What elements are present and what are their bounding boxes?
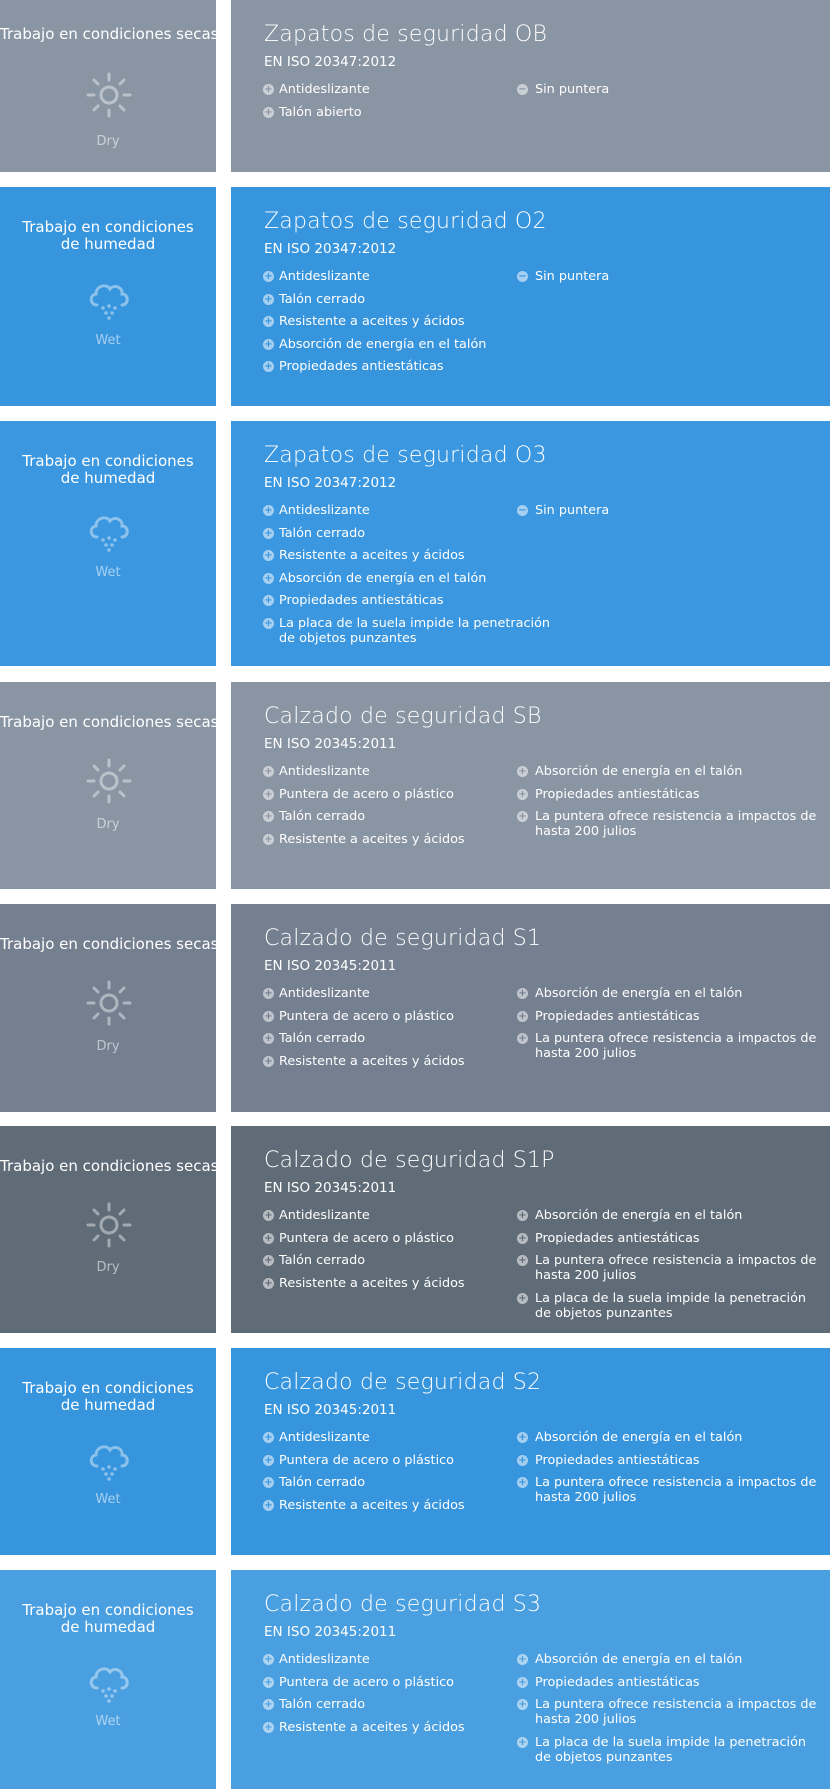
plus-icon: + bbox=[264, 1721, 273, 1733]
product-title: Zapatos de seguridad OB bbox=[264, 22, 548, 47]
standard-label: EN ISO 20345:2011 bbox=[264, 958, 397, 974]
feature-item: + Puntera de acero o plástico bbox=[264, 1674, 454, 1690]
plus-icon: + bbox=[264, 833, 273, 845]
feature-item: + Absorción de energía en el talón bbox=[264, 570, 487, 586]
feature-item: + Puntera de acero o plástico bbox=[264, 1452, 454, 1468]
rain-cloud-icon bbox=[86, 275, 132, 321]
feature-item: + Talón cerrado bbox=[264, 809, 366, 824]
feature-item: + La placa de la suela impide la penetración de objetos punzantes bbox=[518, 1734, 807, 1765]
plus-icon: + bbox=[518, 1033, 527, 1044]
feature-item: + Resistente a aceites y ácidos bbox=[264, 1053, 465, 1069]
weather-label: Dry bbox=[96, 134, 120, 149]
plus-icon: + bbox=[518, 811, 527, 822]
feature-item: + Resistente a aceites y ácidos bbox=[264, 314, 465, 329]
product-panel bbox=[231, 1570, 830, 1789]
sun-icon bbox=[86, 758, 132, 804]
feature-list bbox=[263, 269, 503, 382]
feature-item: + La placa de la suela impide la penetración de objetos punzantes bbox=[518, 1290, 807, 1321]
plus-icon: + bbox=[264, 1676, 273, 1688]
feature-item: + Propiedades antiestáticas bbox=[518, 1452, 700, 1468]
sun-icon bbox=[86, 1202, 132, 1248]
plus-icon: + bbox=[518, 1736, 527, 1748]
plus-icon: + bbox=[518, 1477, 527, 1488]
standard-label: EN ISO 20345:2011 bbox=[264, 736, 397, 752]
plus-icon: + bbox=[264, 84, 273, 95]
feature-item: − Sin puntera bbox=[518, 82, 610, 97]
feature-item: + Absorción de energía en el talón bbox=[518, 1208, 743, 1223]
feature-item: + La puntera ofrece resistencia a impactos de hasta 200 julios bbox=[518, 1031, 817, 1061]
weather-label: Wet bbox=[95, 1492, 121, 1507]
weather-label: Dry bbox=[96, 1260, 120, 1275]
feature-list bbox=[263, 986, 503, 1076]
feature-list bbox=[517, 82, 817, 105]
feature-item: + La puntera ofrece resistencia a impactos de hasta 200 julios bbox=[518, 1697, 817, 1727]
plus-icon: + bbox=[518, 1699, 527, 1710]
standard-label: EN ISO 20347:2012 bbox=[264, 475, 397, 491]
condition-panel bbox=[0, 682, 219, 889]
condition-text: Trabajo en condiciones de humedad bbox=[22, 218, 194, 253]
plus-icon: + bbox=[264, 811, 273, 822]
condition-panel bbox=[0, 1126, 219, 1333]
feature-item: + Absorción de energía en el talón bbox=[518, 1652, 743, 1667]
sun-icon bbox=[86, 72, 132, 118]
product-panel bbox=[231, 1126, 830, 1333]
feature-list bbox=[263, 1430, 503, 1520]
standard-label: EN ISO 20345:2011 bbox=[264, 1624, 397, 1640]
plus-icon: + bbox=[264, 106, 273, 118]
plus-icon: + bbox=[264, 1277, 273, 1289]
feature-item: + Talón cerrado bbox=[264, 1031, 366, 1046]
plus-icon: + bbox=[264, 361, 273, 372]
rain-cloud-icon bbox=[86, 1658, 132, 1704]
plus-icon: + bbox=[518, 766, 527, 777]
feature-item: + Absorción de energía en el talón bbox=[518, 986, 743, 1001]
plus-icon: + bbox=[264, 1033, 273, 1044]
plus-icon: + bbox=[264, 271, 273, 282]
plus-icon: + bbox=[264, 316, 273, 327]
feature-item: + Puntera de acero o plástico bbox=[264, 1008, 454, 1024]
feature-item: + Propiedades antiestáticas bbox=[264, 359, 444, 374]
condition-panel bbox=[0, 0, 219, 172]
feature-item: + Resistente a aceites y ácidos bbox=[264, 1719, 465, 1735]
plus-icon: + bbox=[264, 505, 273, 516]
feature-list bbox=[263, 1208, 503, 1298]
plus-icon: + bbox=[264, 572, 273, 584]
feature-item: + Antideslizante bbox=[264, 269, 370, 284]
condition-text: Trabajo en condiciones secas bbox=[0, 1157, 219, 1175]
standard-label: EN ISO 20347:2012 bbox=[264, 241, 397, 257]
feature-item: + Antideslizante bbox=[264, 82, 370, 97]
plus-icon: + bbox=[264, 1232, 273, 1244]
feature-item: + Antideslizante bbox=[264, 1430, 370, 1445]
weather-label: Wet bbox=[95, 565, 121, 580]
plus-icon: + bbox=[264, 1432, 273, 1443]
feature-item: + Propiedades antiestáticas bbox=[264, 593, 444, 608]
feature-item: − Sin puntera bbox=[518, 269, 610, 284]
product-title: Calzado de seguridad S3 bbox=[264, 1592, 542, 1617]
feature-item: + Talón cerrado bbox=[264, 291, 366, 307]
plus-icon: + bbox=[518, 1232, 527, 1244]
product-panel bbox=[231, 682, 830, 889]
plus-icon: + bbox=[518, 1676, 527, 1688]
standard-label: EN ISO 20347:2012 bbox=[264, 54, 397, 70]
condition-panel bbox=[0, 1348, 216, 1555]
feature-item: + Antideslizante bbox=[264, 1208, 370, 1223]
plus-icon: + bbox=[264, 1654, 273, 1665]
footwear-row-s2 bbox=[0, 1348, 830, 1555]
footwear-row-s1 bbox=[0, 904, 830, 1112]
footwear-row-o3 bbox=[0, 421, 830, 666]
plus-icon: + bbox=[264, 1499, 273, 1511]
footwear-row-ob bbox=[0, 0, 830, 172]
plus-icon: + bbox=[264, 617, 273, 629]
condition-text: Trabajo en condiciones de humedad bbox=[22, 1379, 194, 1414]
feature-item: + Resistente a aceites y ácidos bbox=[264, 1497, 465, 1513]
feature-item: + La placa de la suela impide la penetración de objetos punzantes bbox=[264, 615, 551, 646]
feature-item: + Talón abierto bbox=[264, 104, 362, 120]
plus-icon: + bbox=[264, 527, 273, 539]
feature-list bbox=[517, 1652, 817, 1772]
product-title: Zapatos de seguridad O3 bbox=[264, 443, 547, 468]
product-panel bbox=[231, 1348, 830, 1555]
plus-icon: + bbox=[518, 1210, 527, 1221]
feature-item: − Sin puntera bbox=[518, 503, 610, 518]
plus-icon: + bbox=[518, 1454, 527, 1466]
footwear-row-o2 bbox=[0, 187, 830, 406]
feature-item: + Absorción de energía en el talón bbox=[518, 764, 743, 779]
feature-item: + Resistente a aceites y ácidos bbox=[264, 548, 465, 563]
weather-label: Dry bbox=[96, 1039, 120, 1054]
plus-icon: + bbox=[264, 338, 273, 350]
condition-text: Trabajo en condiciones secas bbox=[0, 713, 219, 731]
plus-icon: + bbox=[264, 550, 273, 561]
feature-item: + Resistente a aceites y ácidos bbox=[264, 831, 465, 847]
feature-item: + La puntera ofrece resistencia a impactos de hasta 200 julios bbox=[518, 809, 817, 839]
minus-icon: − bbox=[518, 84, 527, 95]
feature-item: + Talón cerrado bbox=[264, 1697, 366, 1712]
feature-item: + Absorción de energía en el talón bbox=[518, 1430, 743, 1445]
feature-item: + La puntera ofrece resistencia a impactos de hasta 200 julios bbox=[518, 1475, 817, 1505]
feature-list bbox=[517, 1208, 817, 1328]
standard-label: EN ISO 20345:2011 bbox=[264, 1180, 397, 1196]
feature-list bbox=[263, 1652, 503, 1742]
plus-icon: + bbox=[264, 1477, 273, 1488]
feature-list bbox=[517, 764, 817, 847]
product-title: Calzado de seguridad S1 bbox=[264, 926, 542, 951]
feature-item: + Puntera de acero o plástico bbox=[264, 1230, 454, 1246]
plus-icon: + bbox=[518, 1292, 527, 1304]
plus-icon: + bbox=[264, 1255, 273, 1266]
plus-icon: + bbox=[264, 1454, 273, 1466]
product-title: Calzado de seguridad SB bbox=[264, 704, 542, 729]
feature-item: + Antideslizante bbox=[264, 764, 370, 779]
condition-panel bbox=[0, 421, 216, 666]
minus-icon: − bbox=[518, 271, 527, 282]
plus-icon: + bbox=[264, 293, 273, 305]
standard-label: EN ISO 20345:2011 bbox=[264, 1402, 397, 1418]
plus-icon: + bbox=[518, 1432, 527, 1443]
weather-label: Dry bbox=[96, 817, 120, 832]
plus-icon: + bbox=[264, 1210, 273, 1221]
condition-text: Trabajo en condiciones secas bbox=[0, 25, 219, 43]
plus-icon: + bbox=[518, 1010, 527, 1022]
feature-item: + Talón cerrado bbox=[264, 525, 366, 541]
product-panel bbox=[231, 187, 830, 406]
feature-item: + Propiedades antiestáticas bbox=[518, 1230, 700, 1246]
rain-cloud-icon bbox=[86, 1436, 132, 1482]
condition-panel bbox=[0, 187, 216, 406]
plus-icon: + bbox=[518, 788, 527, 800]
product-title: Zapatos de seguridad O2 bbox=[264, 209, 547, 234]
footwear-row-s1p bbox=[0, 1126, 830, 1333]
condition-text: Trabajo en condiciones de humedad bbox=[22, 1601, 194, 1636]
condition-text: Trabajo en condiciones secas bbox=[0, 935, 219, 953]
minus-icon: − bbox=[518, 505, 527, 516]
condition-text: Trabajo en condiciones de humedad bbox=[22, 452, 194, 487]
condition-panel bbox=[0, 904, 219, 1112]
feature-item: + Propiedades antiestáticas bbox=[518, 1674, 700, 1690]
feature-list bbox=[517, 1430, 817, 1513]
feature-item: + Puntera de acero o plástico bbox=[264, 786, 454, 802]
plus-icon: + bbox=[264, 1699, 273, 1710]
rain-cloud-icon bbox=[86, 507, 132, 553]
plus-icon: + bbox=[264, 766, 273, 777]
footwear-row-s3 bbox=[0, 1570, 830, 1789]
feature-item: + Resistente a aceites y ácidos bbox=[264, 1275, 465, 1291]
product-panel bbox=[231, 421, 830, 666]
feature-item: + Talón cerrado bbox=[264, 1253, 366, 1268]
weather-label: Wet bbox=[95, 1714, 121, 1729]
feature-list bbox=[263, 503, 551, 653]
plus-icon: + bbox=[264, 595, 273, 606]
feature-list bbox=[517, 986, 817, 1069]
plus-icon: + bbox=[264, 788, 273, 800]
product-panel bbox=[231, 0, 830, 172]
plus-icon: + bbox=[518, 988, 527, 999]
plus-icon: + bbox=[518, 1255, 527, 1266]
feature-item: + Antideslizante bbox=[264, 1652, 370, 1667]
feature-item: + Antideslizante bbox=[264, 986, 370, 1001]
condition-panel bbox=[0, 1570, 216, 1789]
weather-label: Wet bbox=[95, 333, 121, 348]
feature-item: + La puntera ofrece resistencia a impactos de hasta 200 julios bbox=[518, 1253, 817, 1283]
feature-item: + Absorción de energía en el talón bbox=[264, 336, 487, 352]
feature-list bbox=[517, 269, 817, 292]
product-title: Calzado de seguridad S1P bbox=[264, 1148, 555, 1173]
product-panel bbox=[231, 904, 830, 1112]
plus-icon: + bbox=[264, 988, 273, 999]
feature-item: + Propiedades antiestáticas bbox=[518, 1008, 700, 1024]
product-title: Calzado de seguridad S2 bbox=[264, 1370, 542, 1395]
sun-icon bbox=[86, 980, 132, 1026]
plus-icon: + bbox=[264, 1055, 273, 1067]
feature-list bbox=[263, 82, 503, 127]
plus-icon: + bbox=[518, 1654, 527, 1665]
feature-item: + Antideslizante bbox=[264, 503, 370, 518]
footwear-row-sb bbox=[0, 682, 830, 889]
plus-icon: + bbox=[264, 1010, 273, 1022]
feature-item: + Talón cerrado bbox=[264, 1475, 366, 1490]
feature-list bbox=[517, 503, 817, 526]
feature-list bbox=[263, 764, 503, 854]
feature-item: + Propiedades antiestáticas bbox=[518, 786, 700, 802]
